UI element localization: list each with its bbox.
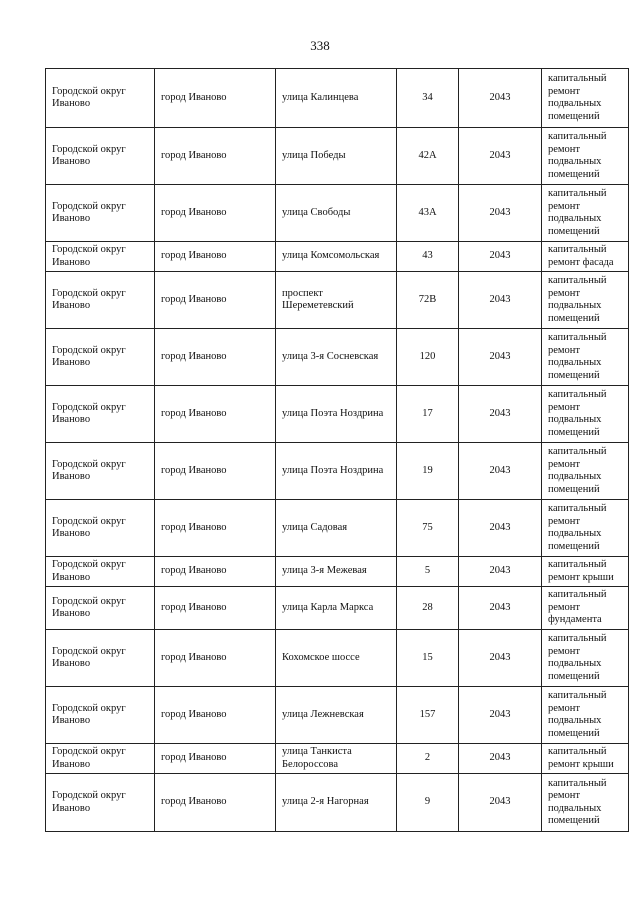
house-cell: 19 [397,443,459,500]
table-row [46,272,629,329]
year-cell: 2043 [459,630,542,687]
table-row [46,587,629,630]
okrug-cell: Городской округ Иваново [46,69,155,128]
street-cell: улица Карла Маркса [276,587,397,630]
okrug-cell: Городской округ Иваново [46,128,155,185]
house-cell: 15 [397,630,459,687]
city-cell: город Иваново [155,329,276,386]
okrug-cell: Городской округ Иваново [46,242,155,272]
house-cell: 43А [397,185,459,242]
okrug-cell: Городской округ Иваново [46,443,155,500]
work-type-cell: капитальный ремонт подвальных помещений [542,329,629,386]
year-cell: 2043 [459,687,542,744]
year-cell: 2043 [459,272,542,329]
okrug-cell: Городской округ Иваново [46,500,155,557]
year-cell: 2043 [459,128,542,185]
table-row [46,500,629,557]
okrug-cell: Городской округ Иваново [46,386,155,443]
street-cell: улица 3-я Межевая [276,557,397,587]
okrug-cell: Городской округ Иваново [46,185,155,242]
okrug-cell: Городской округ Иваново [46,744,155,774]
street-cell: улица Комсомольская [276,242,397,272]
year-cell: 2043 [459,329,542,386]
street-cell: улица Свободы [276,185,397,242]
work-type-cell: капитальный ремонт подвальных помещений [542,630,629,687]
house-cell: 34 [397,69,459,128]
city-cell: город Иваново [155,744,276,774]
city-cell: город Иваново [155,386,276,443]
street-cell: проспект Шереметевский [276,272,397,329]
street-cell: Кохомское шоссе [276,630,397,687]
table-row [46,443,629,500]
city-cell: город Иваново [155,500,276,557]
city-cell: город Иваново [155,128,276,185]
street-cell: улица Лежневская [276,687,397,744]
house-cell: 9 [397,774,459,832]
house-cell: 17 [397,386,459,443]
table-row [46,630,629,687]
city-cell: город Иваново [155,69,276,128]
okrug-cell: Городской округ Иваново [46,587,155,630]
city-cell: город Иваново [155,630,276,687]
house-cell: 5 [397,557,459,587]
house-cell: 75 [397,500,459,557]
city-cell: город Иваново [155,443,276,500]
okrug-cell: Городской округ Иваново [46,329,155,386]
table-body [46,69,629,832]
table-row [46,386,629,443]
street-cell: улица Садовая [276,500,397,557]
table-row [46,242,629,272]
work-type-cell: капитальный ремонт фундамента [542,587,629,630]
year-cell: 2043 [459,185,542,242]
year-cell: 2043 [459,443,542,500]
okrug-cell: Городской округ Иваново [46,687,155,744]
city-cell: город Иваново [155,774,276,832]
street-cell: улица 3-я Сосневская [276,329,397,386]
okrug-cell: Городской округ Иваново [46,557,155,587]
work-type-cell: капитальный ремонт крыши [542,557,629,587]
work-type-cell: капитальный ремонт подвальных помещений [542,69,629,128]
year-cell: 2043 [459,386,542,443]
city-cell: город Иваново [155,557,276,587]
house-cell: 2 [397,744,459,774]
house-cell: 72В [397,272,459,329]
city-cell: город Иваново [155,185,276,242]
work-type-cell: капитальный ремонт подвальных помещений [542,185,629,242]
year-cell: 2043 [459,500,542,557]
city-cell: город Иваново [155,242,276,272]
year-cell: 2043 [459,557,542,587]
city-cell: город Иваново [155,272,276,329]
city-cell: город Иваново [155,587,276,630]
street-cell: улица 2-я Нагорная [276,774,397,832]
house-cell: 157 [397,687,459,744]
work-type-cell: капитальный ремонт подвальных помещений [542,774,629,832]
table-row [46,185,629,242]
okrug-cell: Городской округ Иваново [46,630,155,687]
work-type-cell: капитальный ремонт подвальных помещений [542,500,629,557]
house-cell: 42А [397,128,459,185]
table-row [46,557,629,587]
house-cell: 120 [397,329,459,386]
work-type-cell: капитальный ремонт подвальных помещений [542,687,629,744]
table-row [46,128,629,185]
work-type-cell: капитальный ремонт подвальных помещений [542,386,629,443]
work-type-cell: капитальный ремонт фасада [542,242,629,272]
year-cell: 2043 [459,744,542,774]
table-row [46,329,629,386]
house-cell: 28 [397,587,459,630]
work-type-cell: капитальный ремонт подвальных помещений [542,272,629,329]
work-type-cell: капитальный ремонт подвальных помещений [542,443,629,500]
page-number: 338 [310,38,330,53]
work-type-cell: капитальный ремонт подвальных помещений [542,128,629,185]
house-cell: 43 [397,242,459,272]
city-cell: город Иваново [155,687,276,744]
table-row [46,744,629,774]
table-row [46,774,629,832]
repair-schedule-table [45,68,629,832]
street-cell: улица Танкиста Белороссова [276,744,397,774]
okrug-cell: Городской округ Иваново [46,774,155,832]
year-cell: 2043 [459,774,542,832]
work-type-cell: капитальный ремонт крыши [542,744,629,774]
street-cell: улица Победы [276,128,397,185]
year-cell: 2043 [459,69,542,128]
table-row [46,69,629,128]
table-row [46,687,629,744]
street-cell: улица Поэта Ноздрина [276,443,397,500]
street-cell: улица Поэта Ноздрина [276,386,397,443]
year-cell: 2043 [459,242,542,272]
street-cell: улица Калинцева [276,69,397,128]
year-cell: 2043 [459,587,542,630]
okrug-cell: Городской округ Иваново [46,272,155,329]
